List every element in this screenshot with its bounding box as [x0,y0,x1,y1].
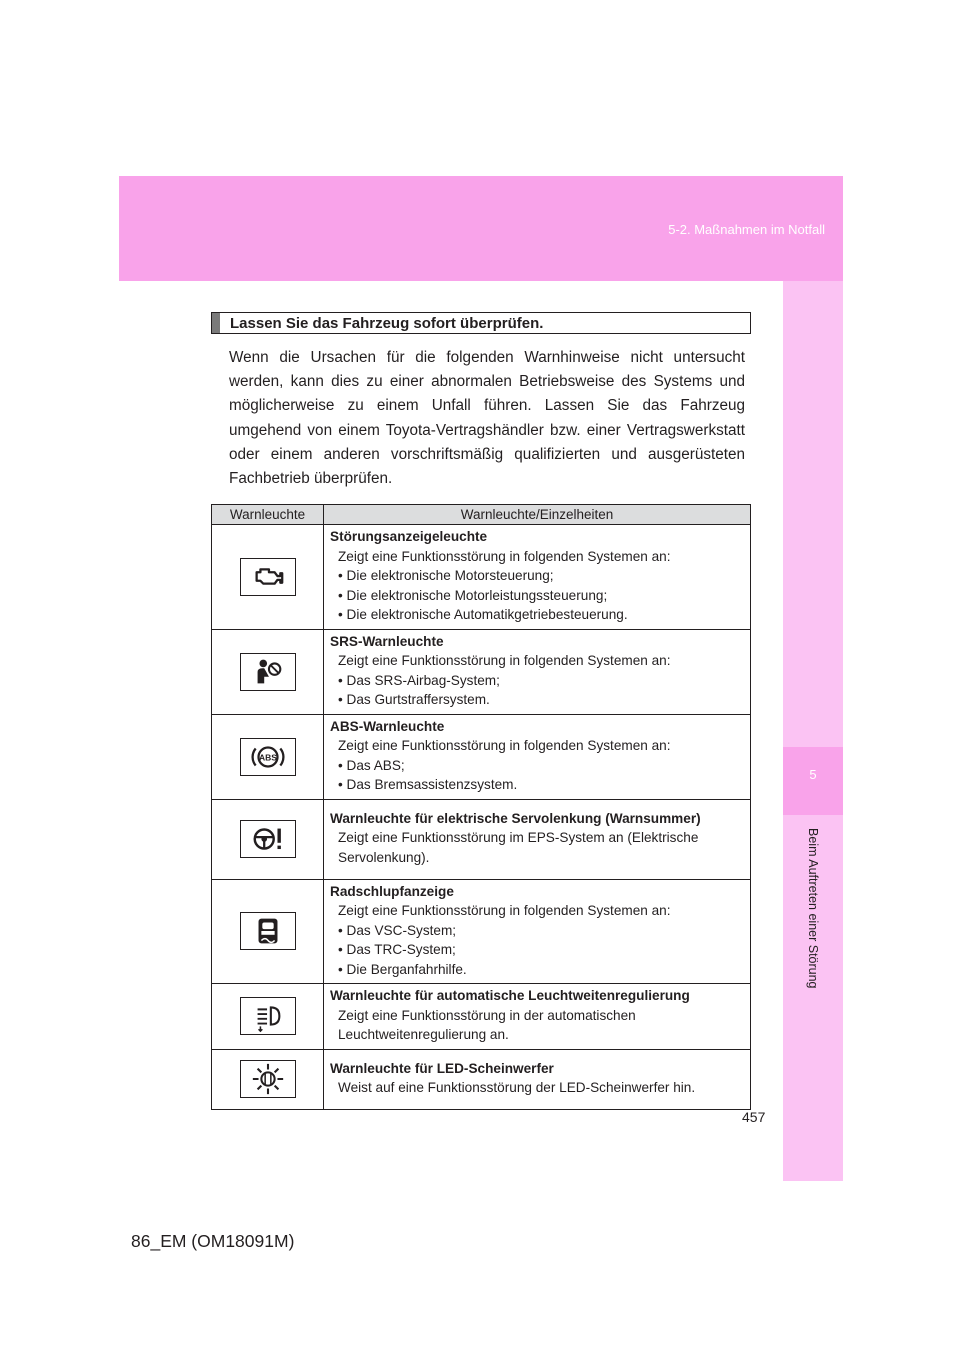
light-title: Warnleuchte für automatische Leuchtweitenregulierung [330,988,690,1003]
detail-line: Weist auf eine Funktionsstörung der LED-Scheinwerfer hin. [338,1080,696,1095]
details-cell [324,879,751,984]
chapter-tab[interactable] [783,747,843,815]
light-title: ABS-Warnleuchte [330,718,445,734]
icon-cell [212,525,324,630]
details-cell [324,525,751,630]
table-row [212,799,751,879]
table-row [212,879,751,984]
detail-line: Zeigt eine Funktionsstörung in der automatischen Leuchtweitenregulierung an. [338,1007,636,1042]
abs-icon-text: ABS [258,751,277,762]
table-row [212,714,751,799]
detail-line: • Das Gurtstraffersystem. [338,692,490,707]
details-cell [324,629,751,714]
detail-line: Zeigt eine Funktionsstörung in folgenden Systemen an: [338,903,671,918]
light-title: Warnleuchte für elektrische Servolenkung (Warnsummer) [330,810,701,826]
warning-lights-table [211,504,751,1110]
table-row [212,984,751,1050]
header-band [119,176,843,281]
column-header-details: Warnleuchte/Einzelheiten [324,505,751,525]
detail-line: • Die elektronische Motorsteuerung; [338,568,554,583]
light-title: Warnleuchte für LED-Scheinwerfer [330,1060,554,1076]
detail-line: • Die Berganfahrhilfe. [338,961,467,977]
detail-line: • Das Bremsassistenzsystem. [338,777,518,792]
page-number: 457 [742,1109,766,1125]
table-row [212,525,751,630]
detail-line: • Die elektronische Automatikgetriebesteuerung. [338,607,628,622]
slip-indicator-icon [240,912,296,950]
icon-cell [212,799,324,879]
icon-cell [212,714,324,799]
detail-line: • Die elektronische Motorleistungssteuerung; [338,587,608,603]
icon-cell [212,1049,324,1109]
check-engine-icon [240,558,296,596]
table-header-row [212,505,751,525]
detail-line: • Das TRC-System; [338,942,456,957]
notice-heading [211,312,751,334]
notice-title: Lassen Sie das Fahrzeug sofort überprüfen. [230,314,544,332]
detail-line: Zeigt eine Funktionsstörung in folgenden Systemen an: [338,738,671,753]
details-cell [324,984,751,1050]
detail-line: • Das ABS; [338,757,405,773]
table-row [212,629,751,714]
icon-cell [212,629,324,714]
headlight-leveling-icon [240,997,296,1035]
chapter-label [783,828,843,1028]
detail-line: Zeigt eine Funktionsstörung in folgenden Systemen an: [338,653,671,668]
srs-airbag-icon [240,653,296,691]
light-title: SRS-Warnleuchte [330,633,444,649]
table-row [212,1049,751,1109]
icon-cell [212,984,324,1050]
power-steering-icon [240,820,296,858]
chapter-label-text: Beim Auftreten einer Störung [806,828,820,989]
document-code: 86_EM (OM18091M) [131,1231,295,1251]
side-strip [783,281,843,1181]
intro-paragraph: Wenn die Ursachen für die folgenden Warnhinweise nicht untersucht werden, kann dies zu einer abnormalen Betriebsweise des Systems und möglicherweise zu einem Unfall führen. Lassen Sie das Fahrzeug umgehend von einem Toyota-Vertragshändler bzw. einer Vertragswerkstatt oder einem anderen vorschriftsmäßig qualifizierten und ausgerüsteten Fachbetrieb überprüfen. [229,349,745,488]
detail-line: • Das SRS-Airbag-System; [338,672,500,688]
icon-cell [212,879,324,984]
detail-line: • Das VSC-System; [338,922,457,938]
detail-line: Zeigt eine Funktionsstörung in folgenden Systemen an: [338,548,671,564]
column-header-light: Warnleuchte [212,505,324,525]
section-title: 5-2. Maßnahmen im Notfall [668,222,825,237]
light-title: Störungsanzeigeleuchte [330,529,488,544]
detail-line: Zeigt eine Funktionsstörung im EPS-System an (Elektrische Servolenkung). [338,830,699,865]
details-cell [324,799,751,879]
abs-icon [240,738,296,776]
notice-marker [212,313,220,333]
led-headlight-icon [240,1060,296,1098]
light-title: Radschlupfanzeige [330,883,454,899]
chapter-number: 5 [809,767,817,782]
details-cell [324,1049,751,1109]
details-cell [324,714,751,799]
